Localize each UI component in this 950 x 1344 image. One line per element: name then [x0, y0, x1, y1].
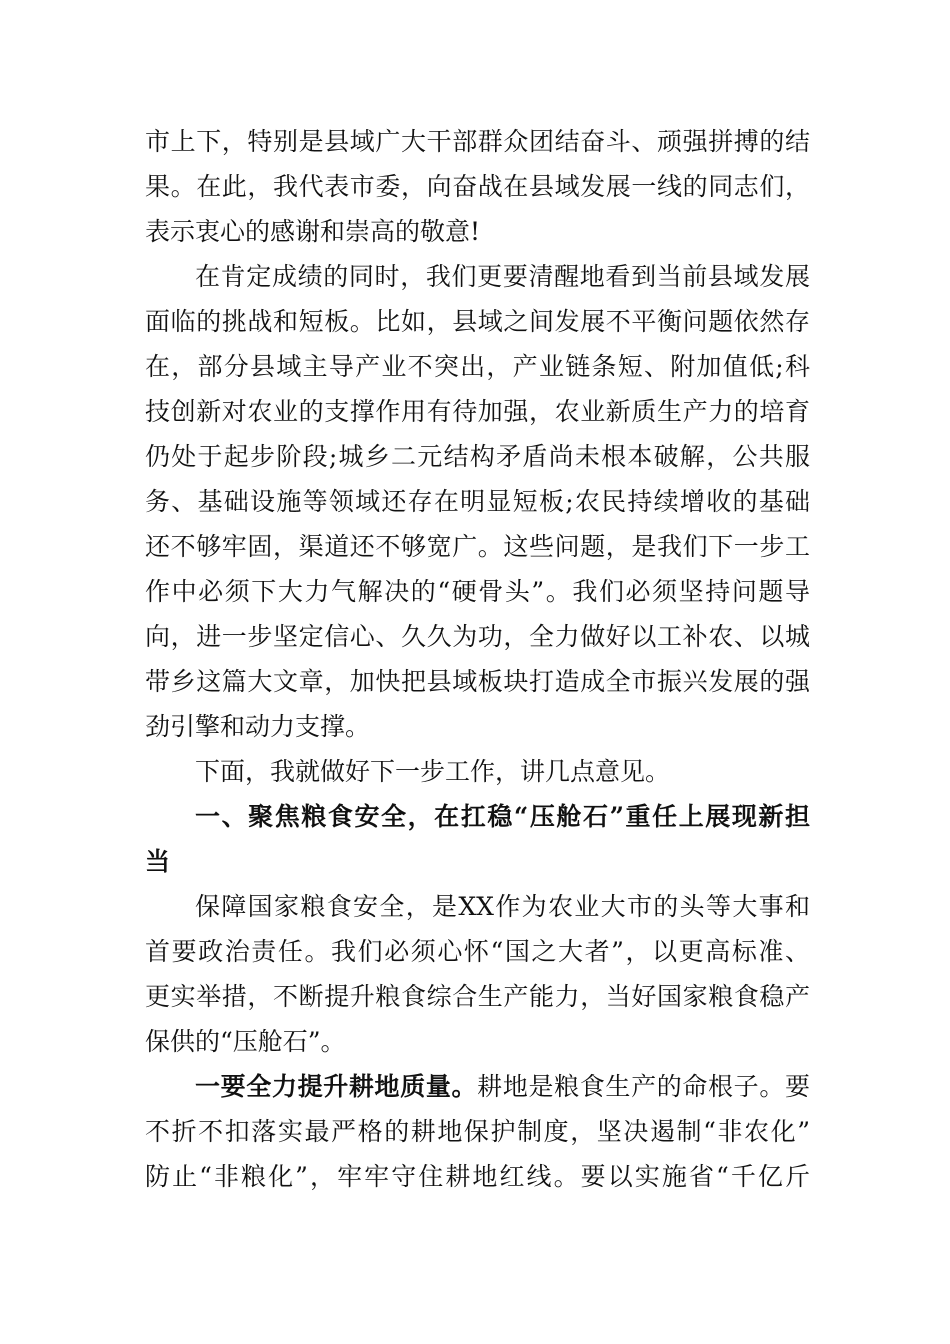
- text-line: 面临的挑战和短板。比如，县域之间发展不平衡问题依然存: [145, 307, 810, 336]
- paragraph-challenges: [145, 254, 810, 749]
- text-line: 带乡这篇大文章，加快把县域板块打造成全市振兴发展的强: [145, 667, 810, 696]
- text-line: 技创新对农业的支撑作用有待加强，农业新质生产力的培育: [145, 397, 810, 426]
- text-line: 还不够牢固，渠道还不够宽广。这些问题，是我们下一步工: [145, 532, 810, 561]
- text-line: 首要政治责任。我们必须心怀“国之大者”，以更高标准、: [145, 937, 810, 966]
- text-line: 作中必须下大力气解决的“硬骨头”。我们必须坚持问题导: [145, 577, 810, 606]
- section-heading: [145, 794, 810, 884]
- bold-lead: 一要全力提升耕地质量。: [195, 1072, 478, 1101]
- text-line: 果。在此，我代表市委，向奋战在县域发展一线的同志们，: [145, 172, 810, 201]
- text-line: 保障国家粮食安全，是XX作为农业大市的头等大事和: [195, 892, 810, 921]
- text-line: 向，进一步坚定信心、久久为功，全力做好以工补农、以城: [145, 622, 810, 651]
- paragraph-farmland: [145, 1064, 810, 1199]
- text-line: 不折不扣落实最严格的耕地保护制度，坚决遏制“非农化”: [145, 1117, 810, 1146]
- text-line: 务、基础设施等领域还存在明显短板;农民持续增收的基础: [145, 487, 810, 516]
- text-line: 防止“非粮化”，牢牢守住耕地红线。要以实施省“千亿斤: [145, 1162, 810, 1191]
- paragraph-food-security: [145, 884, 810, 1064]
- document-page: [145, 119, 810, 1199]
- text-line: 更实举措，不断提升粮食综合生产能力，当好国家粮食稳产: [145, 982, 810, 1011]
- heading-line: 当: [145, 847, 171, 876]
- text-line: 仍处于起步阶段;城乡二元结构矛盾尚未根本破解，公共服: [145, 442, 810, 471]
- text-line: 市上下，特别是县域广大干部群众团结奋斗、顽强拼搏的结: [145, 127, 810, 156]
- paragraph-continuation: [145, 119, 810, 254]
- text-span: 耕地是粮食生产的命根子。要: [477, 1072, 810, 1101]
- text-line: 劲引擎和动力支撑。: [145, 712, 371, 741]
- text-line: 在，部分县域主导产业不突出，产业链条短、附加值低;科: [145, 352, 810, 381]
- text-line: 下面，我就做好下一步工作，讲几点意见。: [195, 757, 671, 786]
- heading-line: 一、聚焦粮食安全，在扛稳“压舱石”重任上展现新担: [195, 802, 810, 831]
- text-line: 在肯定成绩的同时，我们更要清醒地看到当前县域发展: [195, 262, 810, 291]
- text-line: [145, 1064, 810, 1109]
- text-line: 表示衷心的感谢和崇高的敬意!: [145, 217, 481, 246]
- text-line: 保供的“压舱石”。: [145, 1027, 346, 1056]
- paragraph-intro: [145, 749, 810, 794]
